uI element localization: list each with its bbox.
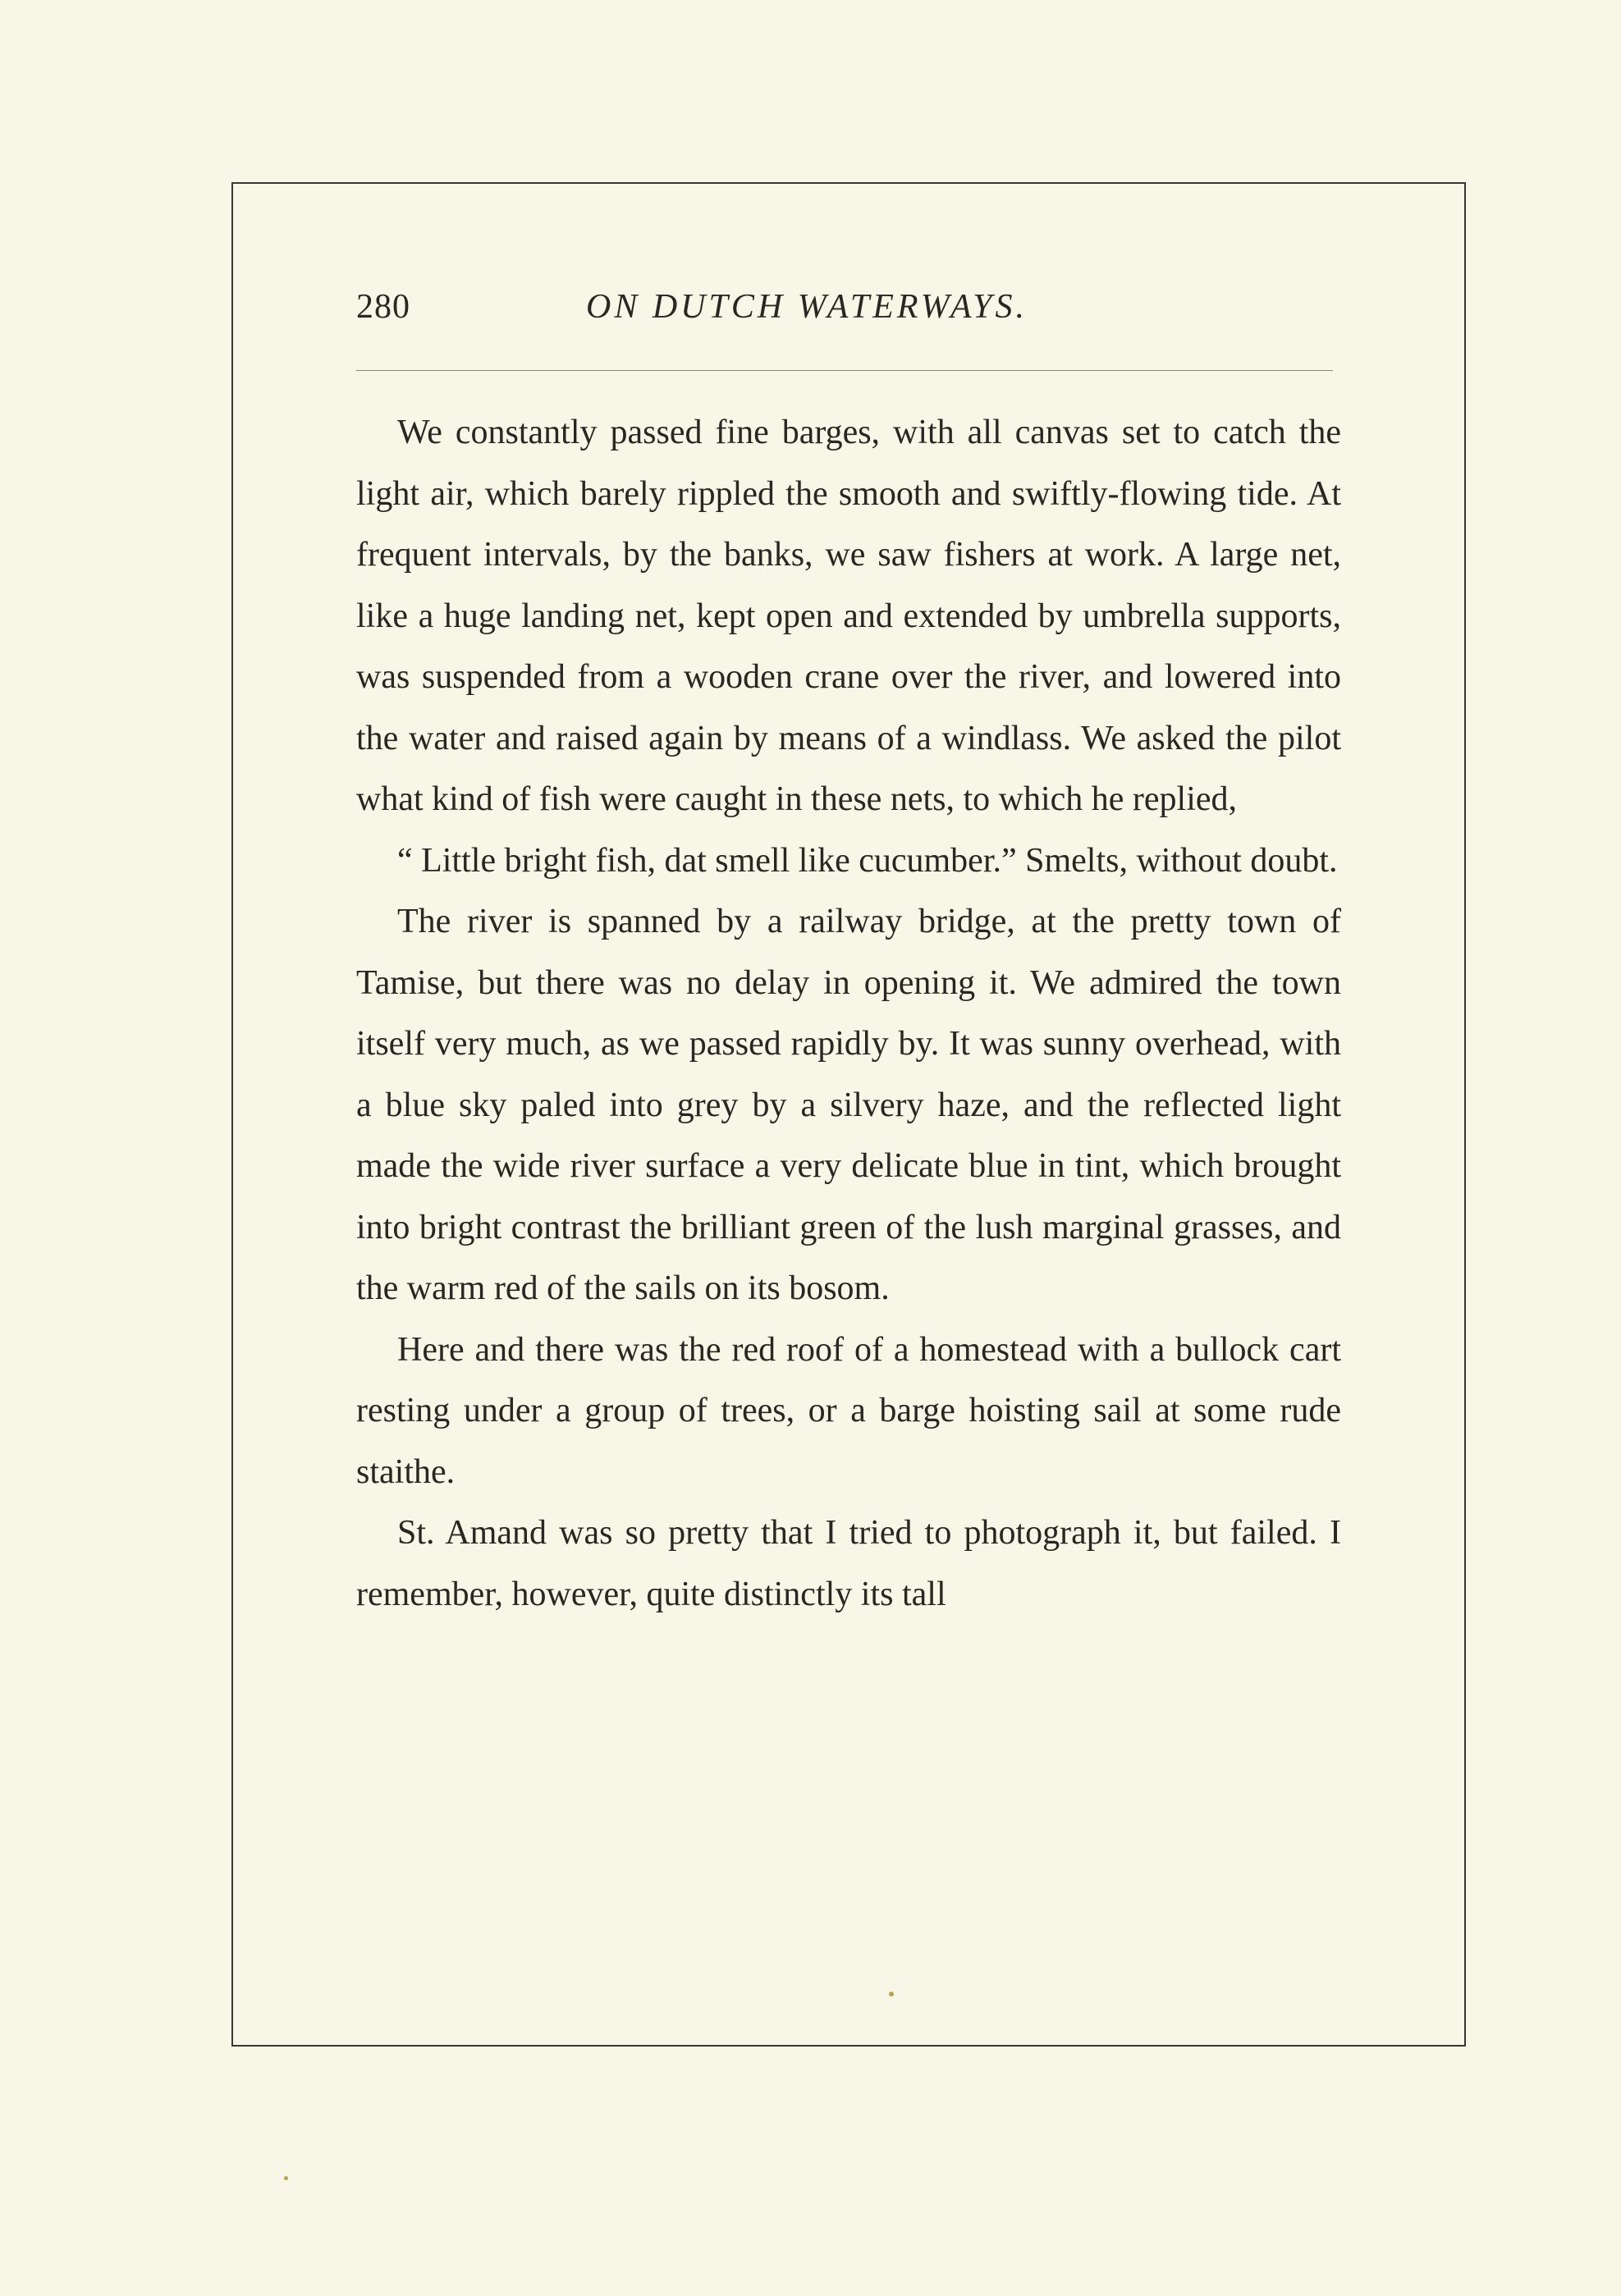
paragraph: Here and there was the red roof of a homestead with a bullock cart resting under a group of trees, or a barge hoisting sail at some rude staithe. bbox=[356, 1330, 1341, 1491]
paper-stain bbox=[284, 2176, 288, 2180]
paragraph: The river is spanned by a railway bridge, at the pretty town of Tamise, but there was no delay in opening it. We admired the town itself very much, as we passed rapidly by. It was sunny overhead, with a blue sky paled into grey by a silvery haze, and the reflected light made the wide river surface a very delicate blue in tint, which brought into bright contrast the brilliant green of the lush marginal grasses, and the warm red of the sails on its bosom. bbox=[356, 903, 1341, 1307]
page-header bbox=[356, 287, 1333, 345]
paragraph: “ Little bright fish, dat smell like cucumber.” Smelts, without doubt. bbox=[397, 841, 1338, 880]
paragraph: We constantly passed fine barges, with all canvas set to catch the light air, which barely rippled the smooth and swiftly-flowing tide. At frequent intervals, by the banks, we saw fishers at work. A large net, like a huge landing net, kept open and extended by umbrella supports, was suspended from a wooden crane over the river, and lowered into the water and raised again by means of a windlass. We asked the pilot what kind of fish were caught in these nets, to which he replied, bbox=[356, 414, 1341, 818]
paragraph: St. Amand was so pretty that I tried to photograph it, but failed. I remember, however, quite distinctly its tall bbox=[356, 1514, 1341, 1613]
page-number: 280 bbox=[356, 288, 410, 326]
body-text bbox=[356, 402, 1341, 1625]
header-rule bbox=[356, 370, 1333, 371]
running-head: ON DUTCH WATERWAYS. bbox=[586, 288, 1028, 326]
paper-stain bbox=[889, 1992, 894, 1996]
